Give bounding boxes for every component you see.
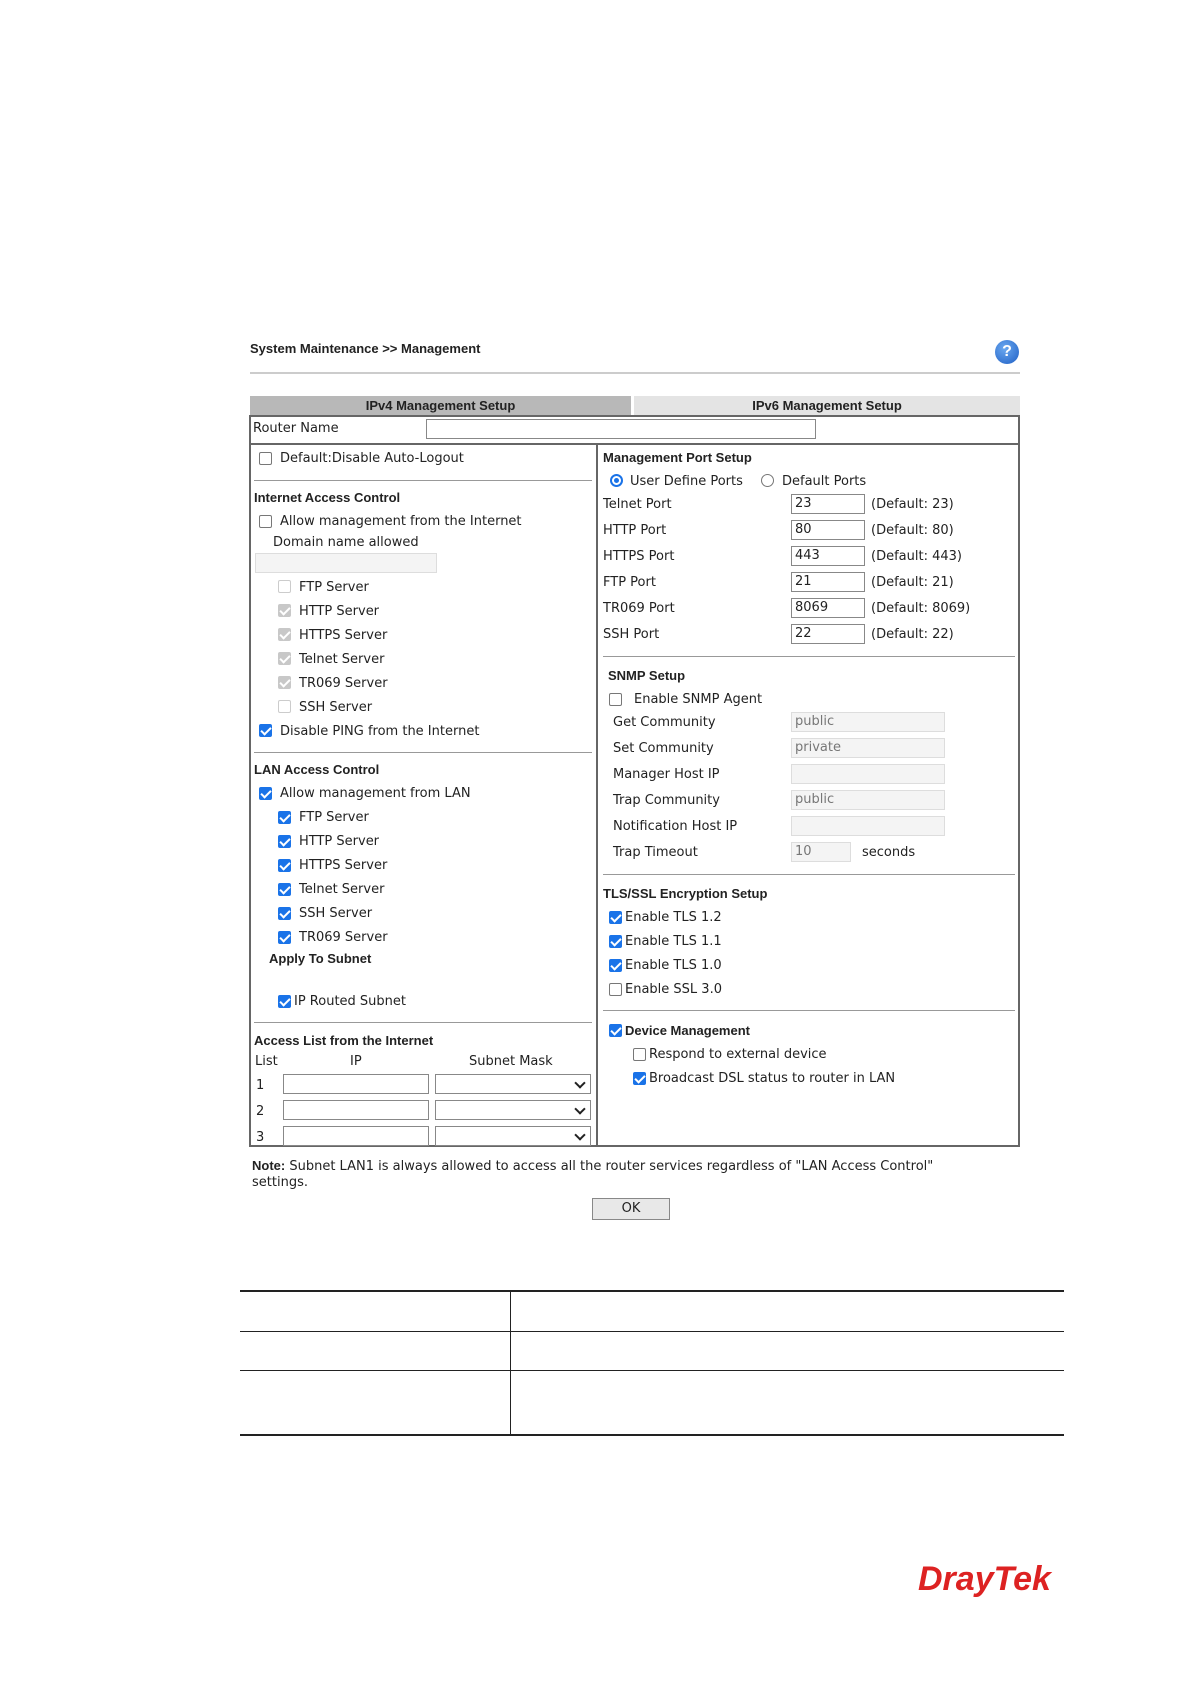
lan-http-checkbox[interactable] bbox=[278, 835, 291, 848]
note-text bbox=[252, 1158, 933, 1174]
auto-logout-label: Default:Disable Auto-Logout bbox=[280, 451, 464, 466]
http-port-label: HTTP Port bbox=[603, 523, 667, 538]
ftp-port-default: (Default: 21) bbox=[871, 575, 954, 590]
page-title: System Maintenance >> Management bbox=[250, 341, 481, 356]
access-list-ip-input[interactable] bbox=[283, 1100, 429, 1120]
help-icon[interactable]: ? bbox=[995, 340, 1019, 364]
lan-telnet-label: Telnet Server bbox=[299, 882, 385, 897]
access-list-mask-select[interactable] bbox=[435, 1074, 591, 1094]
lan-access-title: LAN Access Control bbox=[254, 762, 380, 777]
ip-routed-checkbox[interactable] bbox=[278, 995, 291, 1008]
tls10-checkbox[interactable] bbox=[609, 959, 622, 972]
tr069-port-input[interactable]: 8069 bbox=[791, 598, 865, 618]
telnet-port-input[interactable]: 23 bbox=[791, 494, 865, 514]
header-divider bbox=[250, 372, 1020, 374]
trap-community-label: Trap Community bbox=[613, 793, 720, 808]
snmp-title: SNMP Setup bbox=[608, 668, 686, 683]
get-community-label: Get Community bbox=[613, 715, 716, 730]
table-row-border bbox=[240, 1331, 1064, 1332]
internet-telnet-label: Telnet Server bbox=[299, 652, 385, 667]
ftp-port-label: FTP Port bbox=[603, 575, 656, 590]
internet-https-label: HTTPS Server bbox=[299, 628, 388, 643]
ftp-port-input[interactable]: 21 bbox=[791, 572, 865, 592]
default-ports-radio[interactable] bbox=[761, 474, 774, 487]
respond-external-checkbox[interactable] bbox=[633, 1048, 646, 1061]
notification-host-ip-label: Notification Host IP bbox=[613, 819, 738, 834]
telnet-port-default: (Default: 23) bbox=[871, 497, 954, 512]
auto-logout-checkbox[interactable] bbox=[259, 452, 272, 465]
access-list-col-ip: IP bbox=[350, 1054, 362, 1069]
lan-ftp-checkbox[interactable] bbox=[278, 811, 291, 824]
enable-snmp-checkbox[interactable] bbox=[609, 693, 622, 706]
lan-ssh-checkbox[interactable] bbox=[278, 907, 291, 920]
https-port-default: (Default: 443) bbox=[871, 549, 962, 564]
ssh-port-default: (Default: 22) bbox=[871, 627, 954, 642]
domain-allowed-input[interactable] bbox=[255, 553, 437, 573]
table-column-divider bbox=[510, 1292, 511, 1434]
tab-ipv4-management[interactable]: IPv4 Management Setup bbox=[250, 396, 631, 415]
router-name-label: Router Name bbox=[253, 421, 339, 436]
section-divider bbox=[254, 480, 592, 481]
access-list-index: 2 bbox=[256, 1104, 265, 1119]
access-list-mask-select[interactable] bbox=[435, 1126, 591, 1146]
enable-snmp-label: Enable SNMP Agent bbox=[634, 692, 763, 707]
ssh-port-label: SSH Port bbox=[603, 627, 660, 642]
tls12-checkbox[interactable] bbox=[609, 911, 622, 924]
note-body: Subnet LAN1 is always allowed to access all the router services regardless of "LAN Access Control" bbox=[285, 1159, 934, 1174]
tab-ipv6-management[interactable]: IPv6 Management Setup bbox=[634, 396, 1020, 415]
broadcast-dsl-label: Broadcast DSL status to router in LAN bbox=[649, 1071, 896, 1086]
tls11-label: Enable TLS 1.1 bbox=[625, 934, 722, 949]
lan-ssh-label: SSH Server bbox=[299, 906, 373, 921]
lan-https-label: HTTPS Server bbox=[299, 858, 388, 873]
ok-button[interactable]: OK bbox=[592, 1198, 670, 1220]
section-divider bbox=[603, 1010, 1015, 1011]
internet-telnet-checkbox[interactable] bbox=[278, 652, 291, 665]
https-port-input[interactable]: 443 bbox=[791, 546, 865, 566]
port-setup-title: Management Port Setup bbox=[603, 450, 752, 465]
trap-community-input[interactable]: public bbox=[791, 790, 945, 810]
router-name-divider bbox=[251, 443, 1018, 445]
disable-ping-label: Disable PING from the Internet bbox=[280, 724, 480, 739]
internet-http-checkbox[interactable] bbox=[278, 604, 291, 617]
seconds-label: seconds bbox=[862, 845, 916, 860]
lan-telnet-checkbox[interactable] bbox=[278, 883, 291, 896]
column-divider bbox=[596, 443, 598, 1145]
internet-http-label: HTTP Server bbox=[299, 604, 380, 619]
set-community-label: Set Community bbox=[613, 741, 714, 756]
ssh-port-input[interactable]: 22 bbox=[791, 624, 865, 644]
internet-access-title: Internet Access Control bbox=[254, 490, 401, 505]
tls10-label: Enable TLS 1.0 bbox=[625, 958, 722, 973]
table-bottom-border bbox=[240, 1434, 1064, 1436]
telnet-port-label: Telnet Port bbox=[603, 497, 672, 512]
lan-ftp-label: FTP Server bbox=[299, 810, 369, 825]
device-management-checkbox[interactable] bbox=[609, 1024, 622, 1037]
tr069-port-default: (Default: 8069) bbox=[871, 601, 971, 616]
internet-ssh-label: SSH Server bbox=[299, 700, 373, 715]
allow-lan-checkbox[interactable] bbox=[259, 787, 272, 800]
http-port-default: (Default: 80) bbox=[871, 523, 954, 538]
user-define-ports-label: User Define Ports bbox=[630, 474, 743, 489]
manager-host-ip-label: Manager Host IP bbox=[613, 767, 720, 782]
https-port-label: HTTPS Port bbox=[603, 549, 675, 564]
draytek-logo: DrayTek bbox=[918, 1560, 1051, 1598]
tls11-checkbox[interactable] bbox=[609, 935, 622, 948]
section-divider bbox=[254, 1022, 592, 1023]
domain-allowed-label: Domain name allowed bbox=[273, 535, 419, 550]
ssl30-label: Enable SSL 3.0 bbox=[625, 982, 722, 997]
internet-https-checkbox[interactable] bbox=[278, 628, 291, 641]
access-list-title: Access List from the Internet bbox=[254, 1033, 434, 1048]
table-top-border bbox=[240, 1290, 1064, 1292]
default-ports-label: Default Ports bbox=[782, 474, 867, 489]
internet-tr069-label: TR069 Server bbox=[299, 676, 388, 691]
lan-tr069-checkbox[interactable] bbox=[278, 931, 291, 944]
lan-http-label: HTTP Server bbox=[299, 834, 380, 849]
section-divider bbox=[254, 752, 592, 753]
internet-ssh-checkbox[interactable] bbox=[278, 700, 291, 713]
notification-host-ip-input[interactable] bbox=[791, 816, 945, 836]
get-community-input[interactable]: public bbox=[791, 712, 945, 732]
lan-https-checkbox[interactable] bbox=[278, 859, 291, 872]
access-list-ip-input[interactable] bbox=[283, 1126, 429, 1146]
broadcast-dsl-checkbox[interactable] bbox=[633, 1072, 646, 1085]
section-divider bbox=[603, 656, 1015, 657]
allow-internet-checkbox[interactable] bbox=[259, 515, 272, 528]
access-list-mask-select[interactable] bbox=[435, 1100, 591, 1120]
access-list-index: 1 bbox=[256, 1078, 265, 1093]
set-community-input[interactable]: private bbox=[791, 738, 945, 758]
access-list-ip-input[interactable] bbox=[283, 1074, 429, 1094]
trap-timeout-label: Trap Timeout bbox=[613, 845, 698, 860]
device-management-label: Device Management bbox=[625, 1023, 750, 1038]
note-bold: Note: bbox=[252, 1158, 286, 1173]
ip-routed-label: IP Routed Subnet bbox=[294, 994, 407, 1009]
access-list-col-mask: Subnet Mask bbox=[469, 1054, 553, 1069]
respond-external-label: Respond to external device bbox=[649, 1047, 827, 1062]
manager-host-ip-input[interactable] bbox=[791, 764, 945, 784]
tls-title: TLS/SSL Encryption Setup bbox=[603, 886, 768, 901]
table-row-border bbox=[240, 1370, 1064, 1371]
allow-lan-label: Allow management from LAN bbox=[280, 786, 471, 801]
access-list-col-list: List bbox=[255, 1054, 278, 1069]
tls12-label: Enable TLS 1.2 bbox=[625, 910, 722, 925]
note-text-line2: settings. bbox=[252, 1175, 308, 1190]
apply-subnet-label: Apply To Subnet bbox=[269, 951, 372, 966]
internet-ftp-checkbox[interactable] bbox=[278, 580, 291, 593]
access-list-index: 3 bbox=[256, 1130, 265, 1145]
tr069-port-label: TR069 Port bbox=[603, 601, 675, 616]
internet-tr069-checkbox[interactable] bbox=[278, 676, 291, 689]
ssl30-checkbox[interactable] bbox=[609, 983, 622, 996]
http-port-input[interactable]: 80 bbox=[791, 520, 865, 540]
section-divider bbox=[603, 874, 1015, 875]
allow-internet-label: Allow management from the Internet bbox=[280, 514, 522, 529]
disable-ping-checkbox[interactable] bbox=[259, 724, 272, 737]
internet-ftp-label: FTP Server bbox=[299, 580, 369, 595]
user-define-ports-radio[interactable] bbox=[610, 474, 623, 487]
trap-timeout-input[interactable]: 10 bbox=[791, 842, 851, 862]
lan-tr069-label: TR069 Server bbox=[299, 930, 388, 945]
router-name-input[interactable] bbox=[426, 419, 816, 439]
